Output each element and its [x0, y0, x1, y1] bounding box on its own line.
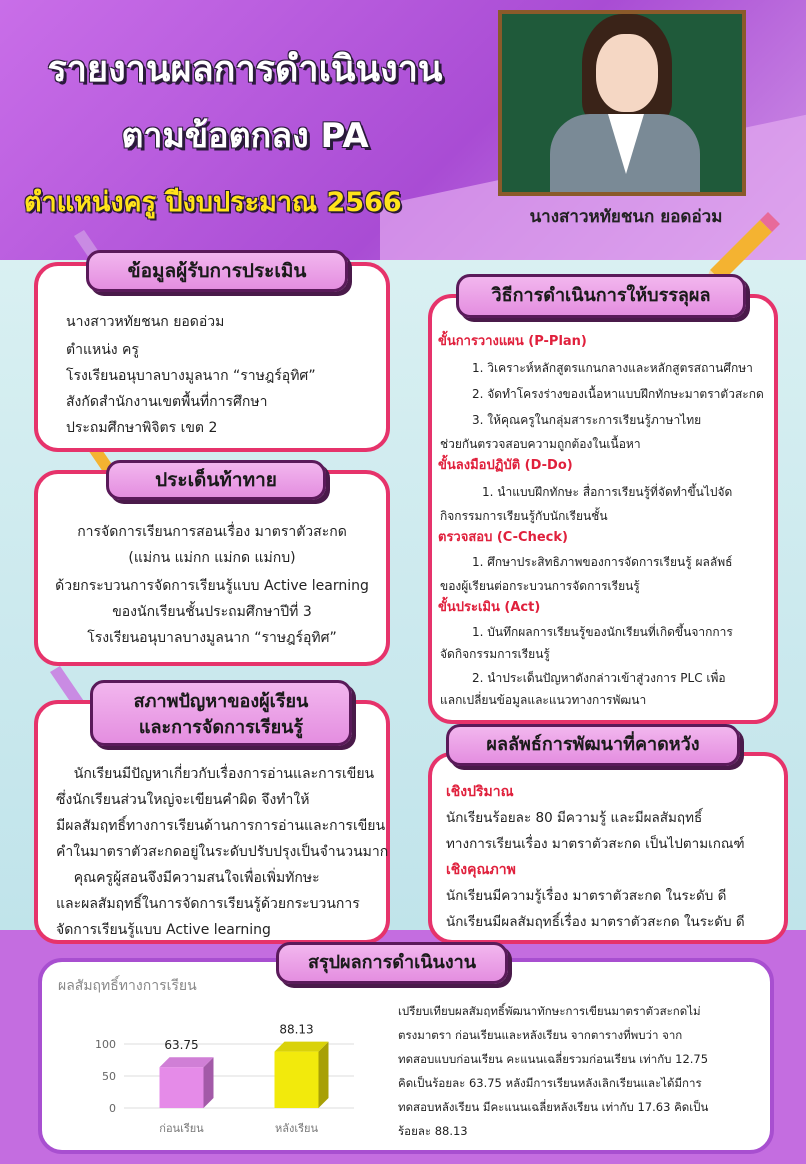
method-plan-item: 1. วิเคราะห์หลักสูตรแกนกลางและหลักสูตรสถานศึกษา [472, 361, 753, 375]
method-act-item: 2. นำประเด็นปัญหาดังกล่าวเข้าสู่วงการ PLC เพื่อ [472, 671, 726, 685]
summary-line: คิดเป็นร้อยละ 63.75 หลังมีการเรียนหลังเลิกเรียนและได้มีการ [398, 1076, 702, 1090]
problem-line: คำในมาตราตัวสะกดอยู่ในระดับปรับปรุงเป็นจำนวนมาก [56, 844, 389, 860]
chart-ytick-label: 50 [102, 1070, 116, 1083]
info-line: นางสาวหทัยชนก ยอดอ่วม [66, 314, 225, 330]
method-act-cont: แลกเปลี่ยนข้อมูลและแนวทางการพัฒนา [440, 693, 647, 707]
info-line: สังกัดสำนักงานเขตพื้นที่การศึกษา [66, 394, 268, 410]
chart-category-label: หลังเรียน [275, 1122, 318, 1135]
result-quant-line: ทางการเรียนเรื่อง มาตราตัวสะกด เป็นไปตามเกณฑ์ [446, 836, 745, 852]
method-plan-item: 2. จัดทำโครงร่างของเนื้อหาแบบฝึกทักษะมาตราตัวสะกด [472, 387, 764, 401]
pencil-icon [700, 200, 780, 280]
chart-title: ผลสัมฤทธิ์ทางการเรียน [58, 978, 197, 994]
method-check-cont: ของผู้เรียนต่อกระบวนการจัดการเรียนรู้ [440, 579, 640, 593]
problem-line: มีผลสัมฤทธิ์ทางการเรียนด้านการการอ่านและการเขียน [56, 818, 386, 834]
result-qual-label-text: เชิงคุณภาพ [446, 862, 516, 878]
challenge-line: การจัดการเรียนการสอนเรื่อง มาตราตัวสะกด [77, 524, 347, 540]
result-qual-label [446, 858, 516, 882]
title-line-3: ตำแหน่งครู ปีงบประมาณ 2566 [24, 187, 402, 218]
method-check-label [438, 528, 568, 548]
summary-line: ทดสอบแบบก่อนเรียน คะแนนเฉลี่ยรวมก่อนเรียน เท่ากับ 12.75 [398, 1052, 709, 1066]
chart-category-label: ก่อนเรียน [159, 1122, 204, 1135]
method-do-item: 1. นำแบบฝึกทักษะ สื่อการเรียนรู้ที่จัดทำขึ้นไปจัด [482, 485, 733, 499]
challenge-line: ของนักเรียนชั้นประถมศึกษาปีที่ 3 [112, 604, 312, 620]
result-qual-line: นักเรียนมีความรู้เรื่อง มาตราตัวสะกด ในระดับ ดี [446, 888, 727, 904]
result-header: ผลลัพธ์การพัฒนาที่คาดหวัง [446, 724, 740, 766]
method-header: วิธีการดำเนินการให้บรรลุผล [456, 274, 746, 318]
problem-line: ซึ่งนักเรียนส่วนใหญ่จะเขียนคำผิด จึงทำให้ [56, 792, 310, 808]
method-plan-item: 3. ให้คุณครูในกลุ่มสาระการเรียนรู้ภาษาไทย [472, 413, 702, 427]
challenge-header: ประเด็นท้าทาย [106, 460, 326, 500]
method-act-label [438, 598, 540, 618]
chart-data-label: 88.13 [279, 1022, 314, 1037]
result-quant-label [446, 780, 514, 804]
chart-data-label: 63.75 [164, 1038, 199, 1053]
problem-header-line-1: สภาพปัญหาของผู้เรียน [133, 691, 309, 712]
chart-ytick-label: 100 [95, 1038, 116, 1051]
chart-ytick-label: 0 [109, 1102, 116, 1115]
summary-line: ร้อยละ 88.13 [398, 1124, 468, 1138]
method-check-item: 1. ศึกษาประสิทธิภาพของการจัดการเรียนรู้ ผลลัพธ์ [472, 555, 733, 569]
result-qual-line: นักเรียนมีผลสัมฤทธิ์เรื่อง มาตราตัวสะกด ในระดับ ดี [446, 914, 745, 930]
info-line: ประถมศึกษาพิจิตร เขต 2 [66, 420, 218, 436]
method-do-label-text: ขั้นลงมือปฏิบัติ (D-Do) [438, 458, 573, 473]
chart-bar [275, 1052, 319, 1108]
method-do-label [438, 456, 573, 476]
problem-line: และผลสัมฤทธิ์ในการจัดการเรียนรู้ด้วยกระบวนการ [56, 896, 360, 912]
info-line: ตำแหน่ง ครู [66, 342, 139, 358]
summary-header: สรุปผลการดำเนินงาน [276, 942, 508, 984]
problem-line: นักเรียนมีปัญหาเกี่ยวกับเรื่องการอ่านและการเขียน [56, 766, 375, 782]
method-act-item: 1. บันทึกผลการเรียนรู้ของนักเรียนที่เกิดขึ้นจากการ [472, 625, 733, 639]
problem-header [90, 680, 352, 746]
method-do-cont: กิจกรรมการเรียนรู้กับนักเรียนชั้น [440, 509, 608, 523]
problem-header-line-2: และการจัดการเรียนรู้ [138, 717, 304, 738]
chart-bar [160, 1067, 204, 1108]
person-name: นางสาวหทัยชนก ยอดอ่วม [529, 207, 723, 227]
title-line-2: ตามข้อตกลง PA [121, 116, 369, 156]
result-quant-line: นักเรียนร้อยละ 80 มีความรู้ และมีผลสัมฤทธิ์ [446, 810, 703, 826]
method-plan-cont: ช่วยกันตรวจสอบความถูกต้องในเนื้อหา [440, 437, 641, 451]
summary-line: ทดสอบหลังเรียน มีคะแนนเฉลี่ยหลังเรียน เท่ากับ 17.63 คิดเป็น [398, 1100, 709, 1114]
method-act-cont: จัดกิจกรรมการเรียนรู้ [440, 647, 550, 661]
challenge-line: ด้วยกระบวนการจัดการเรียนรู้แบบ Active learning [55, 578, 369, 594]
result-quant-label-text: เชิงปริมาณ [446, 784, 514, 800]
method-act-label-text: ขั้นประเมิน (Act) [438, 600, 541, 615]
problem-line: จัดการเรียนรู้แบบ Active learning [56, 922, 271, 938]
summary-line: ตรงมาตรา ก่อนเรียนและหลังเรียน จากตารางที่พบว่า จาก [398, 1028, 683, 1042]
summary-line: เปรียบเทียบผลสัมฤทธิ์พัฒนาทักษะการเขียนมาตราตัวสะกดไม่ [398, 1004, 701, 1018]
method-check-label-text: ตรวจสอบ (C-Check) [438, 530, 568, 545]
method-plan-label-text: ขั้นการวางแผน (P-Plan) [438, 334, 587, 349]
chart [54, 972, 370, 1144]
info-line: โรงเรียนอนุบาลบางมูลนาก “ราษฎร์อุทิศ” [66, 368, 316, 384]
info-header: ข้อมูลผู้รับการประเมิน [86, 250, 348, 292]
method-plan-label [438, 332, 587, 352]
challenge-line: โรงเรียนอนุบาลบางมูลนาก “ราษฎร์อุทิศ” [87, 630, 337, 646]
problem-line: คุณครูผู้สอนจึงมีความสนใจเพื่อเพิ่มทักษะ [56, 870, 320, 886]
teacher-photo [498, 10, 746, 196]
challenge-line: (แม่กน แม่กก แม่กด แม่กบ) [128, 550, 296, 566]
chart-bar-side [319, 1042, 329, 1108]
title-line-1: รายงานผลการดำเนินงาน [47, 49, 443, 90]
